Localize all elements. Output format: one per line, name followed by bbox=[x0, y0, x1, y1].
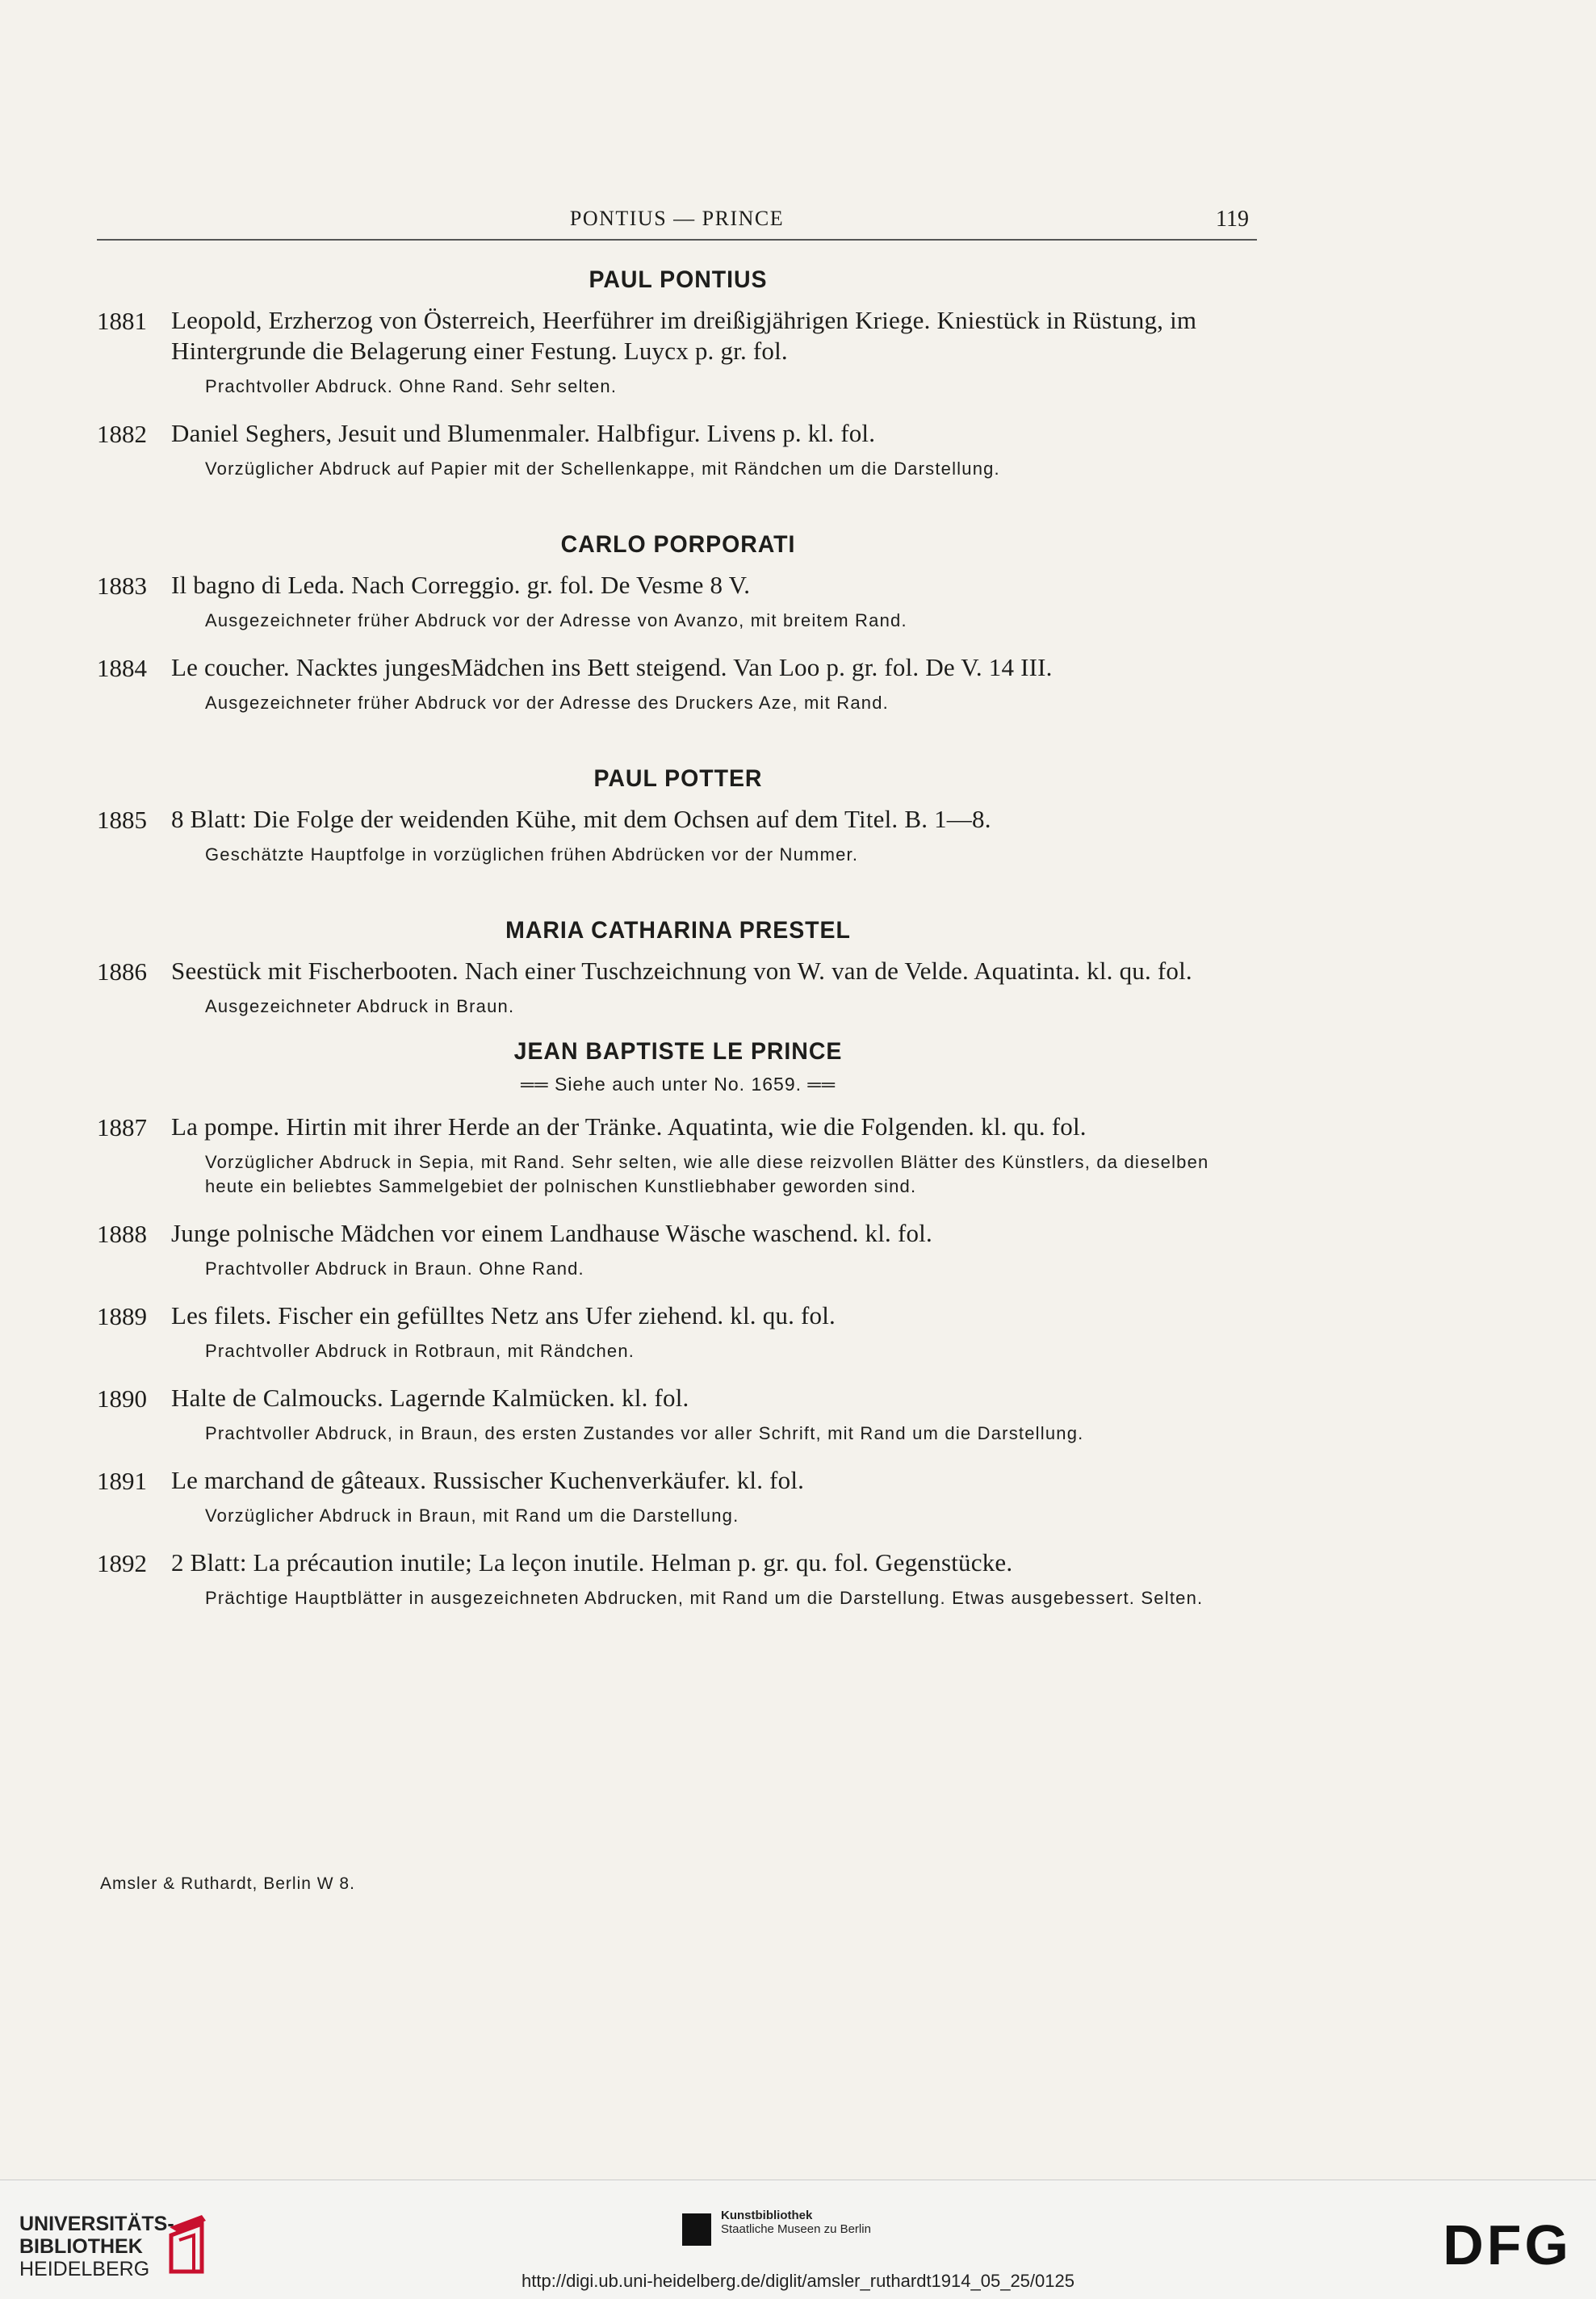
entry-title: Il bagno di Leda. Nach Correggio. gr. fol. De Vesme 8 V. bbox=[171, 571, 751, 599]
entry-title: 8 Blatt: Die Folge der weidenden Kühe, mit dem Ochsen auf dem Titel. B. 1—8. bbox=[171, 805, 991, 833]
page-number: 119 bbox=[1216, 207, 1249, 232]
dfg-logo[interactable]: DFG bbox=[1443, 2213, 1572, 2276]
entry-number: 1881 bbox=[97, 307, 147, 335]
kb-logo-line: Staatliche Museen zu Berlin bbox=[721, 2222, 871, 2236]
ub-logo-line: UNIVERSITÄTS- bbox=[19, 2213, 174, 2235]
section-paul-potter bbox=[97, 765, 1259, 867]
catalog-entry bbox=[97, 652, 1259, 715]
entry-remark: Ausgezeichneter Abdruck in Braun. bbox=[205, 996, 515, 1016]
catalog-entry bbox=[97, 956, 1259, 1019]
entry-remark: Vorzüglicher Abdruck in Sepia, mit Rand. Sehr selten, wie alle diese reizvollen Blätter des Künstlers, da dieselben heute ein beliebtes Sammelgebiet der polnischen Kunstliebhaber geworden sind. bbox=[205, 1152, 1209, 1196]
entry-remark: Prächtige Hauptblätter in ausgezeichneten Abdrucken, mit Rand um die Darstellung. Etwas ausgebessert. Selten. bbox=[205, 1588, 1204, 1608]
entry-title: Le coucher. Nacktes jungesMädchen ins Bett steigend. Van Loo p. gr. fol. De V. 14 III. bbox=[171, 653, 1053, 681]
catalog-entry bbox=[97, 570, 1259, 633]
entry-number: 1891 bbox=[97, 1467, 147, 1495]
section-title: MARIA CATHARINA PRESTEL bbox=[505, 917, 851, 944]
entry-title: Leopold, Erzherzog von Österreich, Heerführer im dreißigjährigen Kriege. Kniestück in Rüstung, im Hintergrunde die Belagerung einer Festung. Luycx p. gr. fol. bbox=[171, 306, 1197, 365]
cross-reference-note: ══ Siehe auch unter No. 1659. ══ bbox=[521, 1074, 836, 1095]
entry-title: La pompe. Hirtin mit ihrer Herde an der Tränke. Aquatinta, wie die Folgenden. kl. qu. fol. bbox=[171, 1112, 1087, 1141]
catalog-entry bbox=[97, 1300, 1259, 1363]
entry-number: 1888 bbox=[97, 1220, 147, 1248]
section-carlo-porporati bbox=[97, 531, 1259, 715]
kb-logo-line: Kunstbibliothek bbox=[721, 2209, 813, 2222]
entry-remark: Ausgezeichneter früher Abdruck vor der Adresse von Avanzo, mit breitem Rand. bbox=[205, 610, 907, 630]
entry-remark: Prachtvoller Abdruck. Ohne Rand. Sehr selten. bbox=[205, 376, 618, 396]
entry-number: 1886 bbox=[97, 957, 147, 986]
entry-number: 1884 bbox=[97, 654, 147, 682]
section-jean-baptiste-le-prince bbox=[97, 1038, 1259, 1610]
catalog-entry bbox=[97, 1218, 1259, 1281]
catalog-entry bbox=[97, 1465, 1259, 1528]
entry-remark: Prachtvoller Abdruck in Braun. Ohne Rand. bbox=[205, 1258, 584, 1279]
entry-number: 1892 bbox=[97, 1549, 147, 1577]
section-title: PAUL POTTER bbox=[593, 765, 763, 792]
catalog-entry bbox=[97, 1383, 1259, 1446]
section-paul-pontius bbox=[97, 266, 1259, 481]
entry-number: 1883 bbox=[97, 572, 147, 600]
catalog-entry bbox=[97, 1112, 1259, 1199]
ub-emblem-icon bbox=[161, 2211, 218, 2276]
entry-number: 1885 bbox=[97, 806, 147, 834]
catalog-entry bbox=[97, 418, 1259, 481]
kunstbibliothek-logo[interactable] bbox=[682, 2209, 871, 2246]
running-title: PONTIUS — PRINCE bbox=[569, 207, 785, 230]
kunstbibliothek-mark-icon bbox=[682, 2213, 711, 2246]
entry-remark: Vorzüglicher Abdruck in Braun, mit Rand um die Darstellung. bbox=[205, 1505, 739, 1526]
entry-remark: Prachtvoller Abdruck in Rotbraun, mit Rändchen. bbox=[205, 1341, 635, 1361]
entry-title: Seestück mit Fischerbooten. Nach einer Tuschzeichnung von W. van de Velde. Aquatinta. kl. qu. fol. bbox=[171, 957, 1192, 985]
section-title: JEAN BAPTISTE LE PRINCE bbox=[513, 1038, 843, 1065]
ub-logo-line: HEIDELBERG bbox=[19, 2258, 150, 2280]
entry-remark: Ausgezeichneter früher Abdruck vor der Adresse des Druckers Aze, mit Rand. bbox=[205, 693, 889, 713]
catalog-content bbox=[97, 266, 1259, 1630]
ub-logo-line: BIBLIOTHEK bbox=[19, 2235, 143, 2258]
entry-title: Les filets. Fischer ein gefülltes Netz ans Ufer ziehend. kl. qu. fol. bbox=[171, 1301, 836, 1330]
entry-title: Junge polnische Mädchen vor einem Landhause Wäsche waschend. kl. fol. bbox=[171, 1219, 932, 1247]
viewer-footer bbox=[0, 2180, 1596, 2299]
entry-number: 1889 bbox=[97, 1302, 147, 1330]
entry-title: Daniel Seghers, Jesuit und Blumenmaler. Halbfigur. Livens p. kl. fol. bbox=[171, 419, 876, 447]
entry-title: Le marchand de gâteaux. Russischer Kuchenverkäufer. kl. fol. bbox=[171, 1466, 805, 1494]
entry-number: 1890 bbox=[97, 1384, 147, 1413]
permalink-url[interactable]: http://digi.ub.uni-heidelberg.de/diglit/amsler_ruthardt1914_05_25/0125 bbox=[522, 2271, 1074, 2291]
entry-remark: Prachtvoller Abdruck, in Braun, des ersten Zustandes vor aller Schrift, mit Rand um die Darstellung. bbox=[205, 1423, 1084, 1443]
entry-number: 1882 bbox=[97, 420, 147, 448]
catalog-entry bbox=[97, 305, 1259, 399]
section-maria-catharina-prestel bbox=[97, 917, 1259, 1019]
page-header bbox=[97, 207, 1257, 241]
section-title: PAUL PONTIUS bbox=[589, 266, 768, 293]
publisher-imprint: Amsler & Ruthardt, Berlin W 8. bbox=[100, 1874, 355, 1893]
entry-remark: Vorzüglicher Abdruck auf Papier mit der Schellenkappe, mit Rändchen um die Darstellung. bbox=[205, 459, 1000, 479]
entry-title: 2 Blatt: La précaution inutile; La leçon inutile. Helman p. gr. qu. fol. Gegenstücke. bbox=[171, 1548, 1013, 1577]
entry-title: Halte de Calmoucks. Lagernde Kalmücken. kl. fol. bbox=[171, 1384, 689, 1412]
entry-remark: Geschätzte Hauptfolge in vorzüglichen frühen Abdrücken vor der Nummer. bbox=[205, 844, 859, 865]
catalog-entry bbox=[97, 804, 1259, 867]
section-title: CARLO PORPORATI bbox=[560, 531, 796, 558]
catalog-entry bbox=[97, 1547, 1259, 1610]
entry-number: 1887 bbox=[97, 1113, 147, 1141]
